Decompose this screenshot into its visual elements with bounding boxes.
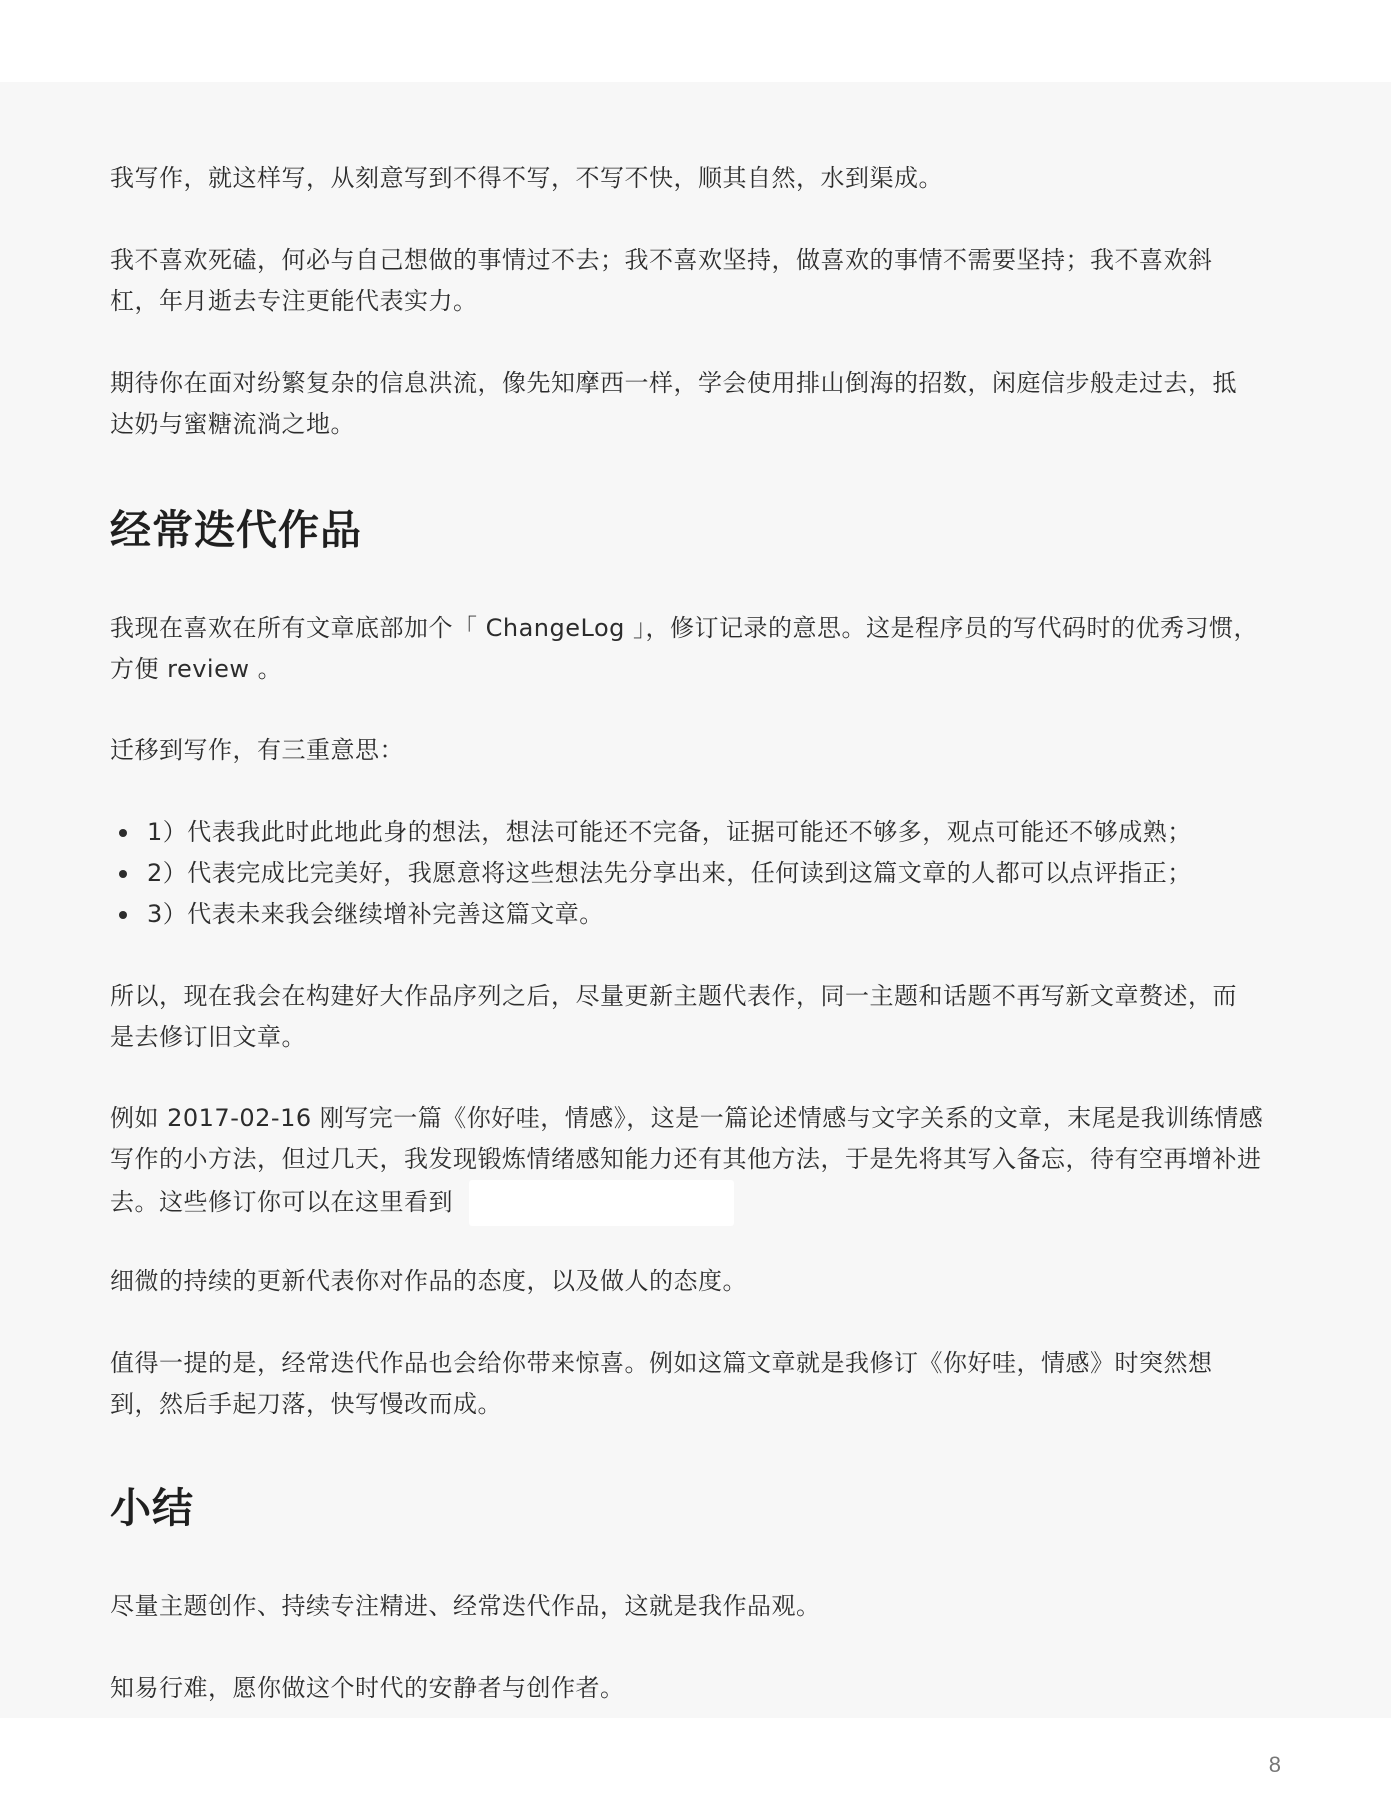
paragraph-dislikes: 我不喜欢死磕，何必与自己想做的事情过不去；我不喜欢坚持，做喜欢的事情不需要坚持；我不喜欢斜杠，年月逝去专注更能代表实力。 <box>110 246 1213 315</box>
bottom-margin <box>0 1718 1391 1800</box>
document-page <box>0 82 1391 1718</box>
top-margin <box>0 0 1391 82</box>
paragraph-closing: 知易行难，愿你做这个时代的安静者与创作者。 <box>110 1674 625 1702</box>
bullet-icon <box>119 829 127 837</box>
list-item-text: 2）代表完成比完美好，我愿意将这些想法先分享出来，任何读到这篇文章的人都可以点评指正； <box>147 859 1192 887</box>
list-item-text: 3）代表未来我会继续增补完善这篇文章。 <box>147 900 604 928</box>
paragraph-surprise: 值得一提的是，经常迭代作品也会给你带来惊喜。例如这篇文章就是我修订《你好哇，情感》时突然想到，然后手起刀落，快写慢改而成。 <box>110 1349 1213 1418</box>
paragraph-three-meanings: 迁移到写作，有三重意思： <box>110 736 404 764</box>
list-item <box>110 853 1280 894</box>
page-number: 8 <box>1268 1752 1281 1777</box>
bullet-icon <box>119 870 127 878</box>
paragraph-example <box>110 1098 1280 1226</box>
section-heading-iterate: 经常迭代作品 <box>110 506 362 554</box>
list-item-text: 1）代表我此时此地此身的想法，想法可能还不完备，证据可能还不够多，观点可能还不够成熟； <box>147 818 1192 846</box>
bullet-icon <box>119 911 127 919</box>
paragraph-changelog: 我现在喜欢在所有文章底部加个「 ChangeLog 」，修订记录的意思。这是程序员的写代码时的优秀习惯，方便 review 。 <box>110 614 1259 683</box>
paragraph-summary: 尽量主题创作、持续专注精进、经常迭代作品，这就是我作品观。 <box>110 1592 821 1620</box>
paragraph-example-text: 例如 2017-02-16 刚写完一篇《你好哇，情感》，这是一篇论述情感与文字关系的文章，末尾是我训练情感写作的小方法，但过几天，我发现锻炼情绪感知能力还有其他方法，于是先将其写入备忘，待有空再增补进去。这些修订你可以在这里看到 <box>110 1104 1264 1216</box>
changelog-link[interactable] <box>469 1180 734 1226</box>
paragraph-attitude: 细微的持续的更新代表你对作品的态度，以及做人的态度。 <box>110 1267 747 1295</box>
paragraph-expectation: 期待你在面对纷繁复杂的信息洪流，像先知摩西一样，学会使用排山倒海的招数，闲庭信步般走过去，抵达奶与蜜糖流淌之地。 <box>110 369 1237 438</box>
paragraph-writing-style: 我写作，就这样写，从刻意写到不得不写，不写不快，顺其自然，水到渠成。 <box>110 164 943 192</box>
meanings-list <box>110 812 1280 935</box>
list-item <box>110 812 1280 853</box>
section-heading-summary: 小结 <box>110 1484 194 1532</box>
list-item <box>110 894 1280 935</box>
paragraph-revise-old: 所以，现在我会在构建好大作品序列之后，尽量更新主题代表作，同一主题和话题不再写新文章赘述，而是去修订旧文章。 <box>110 982 1237 1051</box>
